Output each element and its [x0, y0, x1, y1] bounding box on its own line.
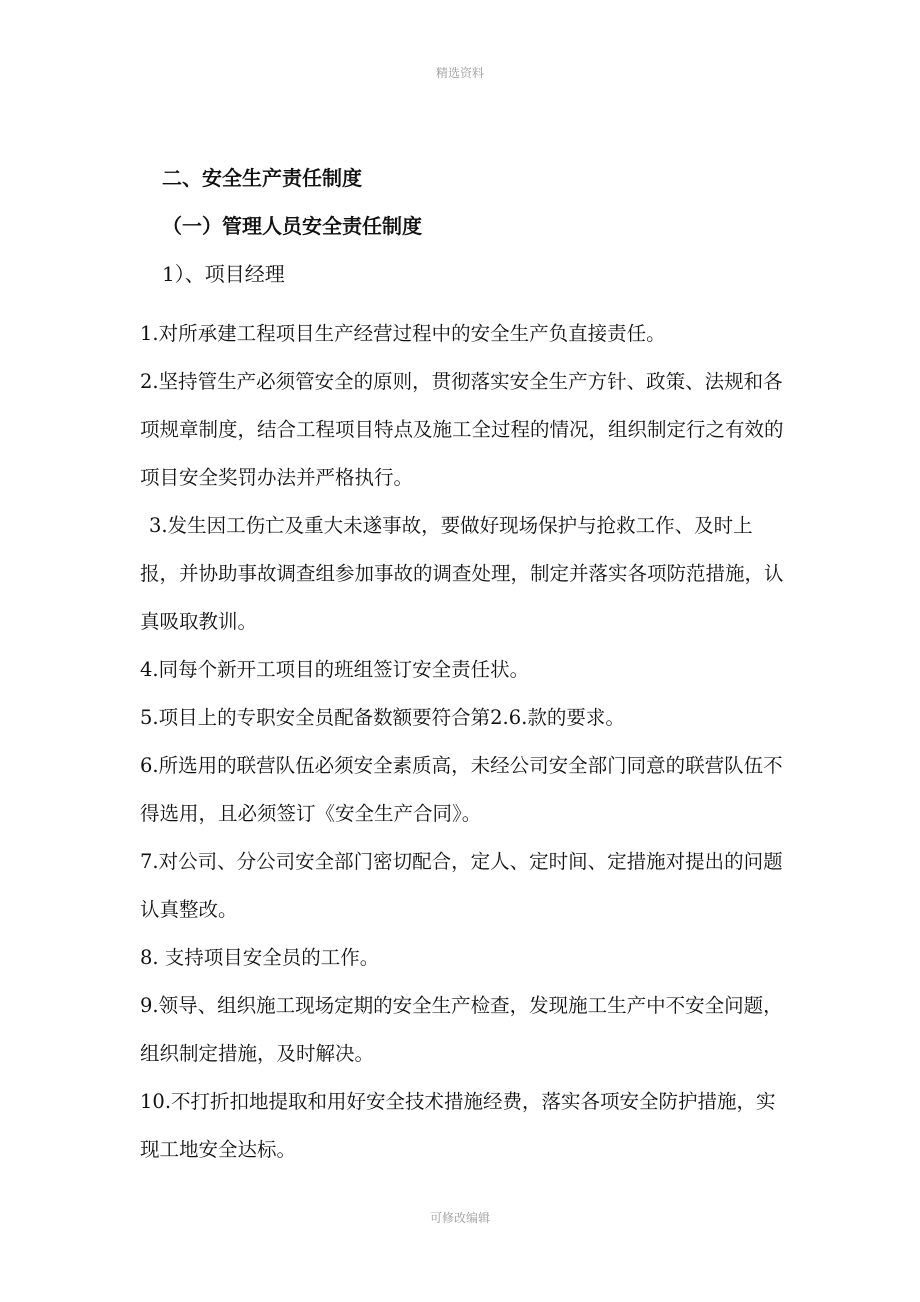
list-item-6: 6.所选用的联营队伍必须安全素质高，未经公司安全部门同意的联营队伍不得选用，且必须签订《安全生产合同》。	[140, 754, 783, 825]
page-footer: 可修改编辑	[429, 1211, 490, 1225]
subsection-title: （一）管理人员安全责任制度	[162, 214, 422, 238]
list-item-9: 9.领导、组织施工现场定期的安全生产检查，发现施工生产中不安全问题，组织制定措施，及时解决。	[140, 994, 783, 1065]
list-item-10: 10.不打折扣地提取和用好安全技术措施经费，落实各项安全防护措施，实现工地安全达标。	[140, 1090, 776, 1161]
list-item-7: 7.对公司、分公司安全部门密切配合，定人、定时间、定措施对提出的问题认真整改。	[140, 850, 783, 921]
role-title: 1）、项目经理	[162, 262, 285, 286]
list-item-5: 5.项目上的专职安全员配备数额要符合第2.6.款的要求。	[140, 706, 625, 729]
list-item-1: 1.对所承建工程项目生产经营过程中的安全生产负直接责任。	[140, 322, 666, 345]
section-title: 二、安全生产责任制度	[162, 166, 362, 190]
list-item-4: 4.同每个新开工项目的班组签订安全责任状。	[140, 658, 530, 681]
page-header: 精选资料	[435, 66, 484, 80]
list-item-8: 8. 支持项目安全员的工作。	[140, 946, 380, 969]
list-item-3: 3.发生因工伤亡及重大未遂事故，要做好现场保护与抢救工作、及时上报，并协助事故调查组参加事故的调查处理，制定并落实各项防范措施，认真吸取教训。	[140, 514, 784, 633]
document-body	[140, 166, 790, 1174]
list-item-2: 2.坚持管生产必须管安全的原则，贯彻落实安全生产方针、政策、法规和各项规章制度，结合工程项目特点及施工全过程的情况，组织制定行之有效的项目安全奖罚办法并严格执行。	[140, 370, 784, 489]
